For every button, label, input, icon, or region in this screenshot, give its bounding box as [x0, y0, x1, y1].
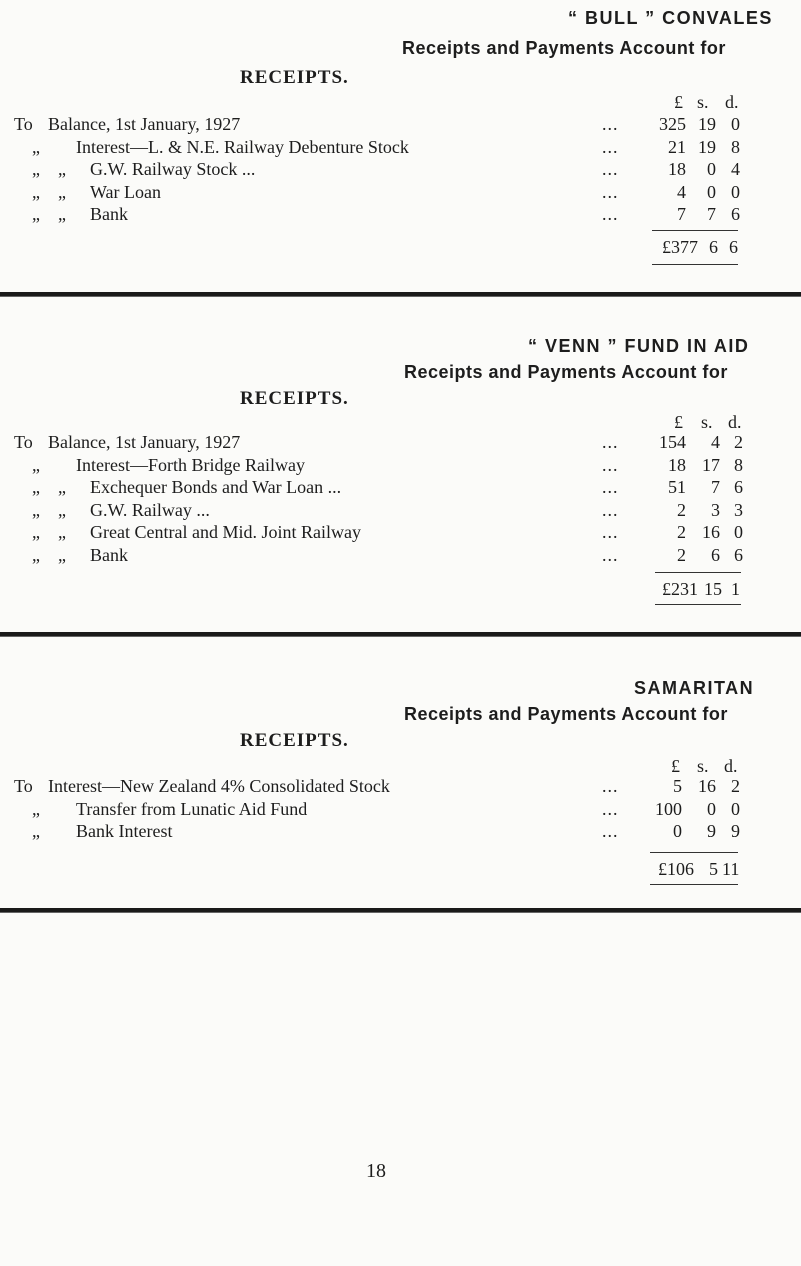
amount-pence: 6 [734, 544, 743, 565]
amount-shillings: 6 [711, 544, 720, 565]
row-description: Bank [90, 204, 128, 224]
table-row [0, 182, 801, 204]
section-divider [0, 292, 801, 297]
total-shillings: 15 [704, 579, 722, 599]
ditto-mark: „ [58, 159, 66, 179]
table-row [0, 545, 801, 567]
total-rule-bottom [652, 264, 738, 265]
section-divider [0, 632, 801, 637]
shillings-label: s. [697, 92, 709, 112]
amount-pence: 6 [731, 204, 740, 224]
fund-title: “ BULL ” CONVALES [568, 8, 773, 28]
dot-leader: ... [602, 432, 619, 452]
ditto-mark: „ [58, 477, 66, 497]
row-prefix: „ [32, 544, 40, 565]
amount-shillings: 19 [698, 114, 716, 134]
row-prefix: „ [32, 181, 40, 202]
total-rule-bottom [655, 604, 741, 605]
ditto-mark: „ [58, 181, 66, 202]
total-rule-top [655, 572, 741, 573]
table-row [0, 522, 801, 544]
amount-pence: 0 [731, 798, 740, 819]
dot-leader: ... [602, 136, 619, 157]
row-prefix: „ [32, 204, 40, 224]
dot-leader: ... [602, 454, 619, 475]
row-description: Interest—New Zealand 4% Consolidated Stock [48, 776, 390, 796]
table-row [0, 137, 801, 159]
receipts-heading: RECEIPTS. [240, 730, 349, 751]
total-pounds: £106 [658, 859, 694, 879]
row-description: War Loan [90, 181, 162, 202]
row-prefix: To [14, 776, 33, 796]
page-number: 18 [366, 1160, 386, 1182]
amount-pounds: 7 [677, 204, 686, 224]
amount-pounds: 18 [668, 454, 686, 475]
row-description: Great Central and Mid. Joint Railway [90, 522, 361, 542]
ditto-mark: „ [58, 522, 66, 542]
row-prefix: „ [32, 821, 40, 841]
row-description: Transfer from Lunatic Aid Fund [76, 798, 308, 819]
amount-pounds: 4 [677, 181, 686, 202]
amount-pence: 2 [734, 432, 743, 452]
amount-shillings: 3 [711, 499, 720, 520]
amount-pounds: 100 [655, 798, 682, 819]
amount-pence: 9 [731, 821, 740, 841]
total-shillings: 6 [709, 237, 718, 257]
amount-shillings: 19 [698, 136, 716, 157]
pence-label: d. [724, 756, 738, 776]
row-description: Interest—L. & N.E. Railway Debenture Stock [76, 136, 409, 157]
amount-pounds: 2 [677, 499, 686, 520]
dot-leader: ... [602, 821, 619, 841]
amount-pounds: 2 [677, 522, 686, 542]
amount-shillings: 4 [711, 432, 720, 452]
shillings-label: s. [697, 756, 709, 776]
row-description: G.W. Railway Stock ... [90, 159, 256, 179]
pounds-symbol: £ [674, 92, 683, 112]
amount-shillings: 0 [707, 181, 716, 202]
total-rule-bottom [650, 884, 738, 885]
dot-leader: ... [602, 776, 619, 796]
amount-pounds: 0 [673, 821, 682, 841]
amount-shillings: 7 [707, 204, 716, 224]
amount-pounds: 5 [673, 776, 682, 796]
amount-shillings: 9 [707, 821, 716, 841]
amount-pounds: 154 [659, 432, 686, 452]
row-description: Interest—Forth Bridge Railway [76, 454, 305, 475]
amount-shillings: 17 [702, 454, 720, 475]
row-description: Balance, 1st January, 1927 [48, 432, 241, 452]
amount-shillings: 0 [707, 159, 716, 179]
shillings-label: s. [701, 412, 713, 432]
receipts-heading: RECEIPTS. [240, 388, 349, 409]
table-row [0, 432, 801, 454]
ditto-mark: „ [58, 499, 66, 520]
dot-leader: ... [602, 798, 619, 819]
table-row [0, 799, 801, 821]
table-row [0, 776, 801, 798]
total-pence: 1 [731, 579, 740, 599]
amount-pence: 8 [731, 136, 740, 157]
dot-leader: ... [602, 204, 619, 224]
account-title: Receipts and Payments Account for [402, 38, 726, 58]
dot-leader: ... [602, 544, 619, 565]
amount-shillings: 0 [707, 798, 716, 819]
account-title: Receipts and Payments Account for [404, 362, 728, 382]
total-pence: 11 [722, 859, 740, 879]
fund-title: “ VENN ” FUND IN AID [528, 336, 750, 356]
dot-leader: ... [602, 499, 619, 520]
pounds-symbol: £ [671, 756, 680, 776]
amount-pence: 8 [734, 454, 743, 475]
row-description: G.W. Railway ... [90, 499, 210, 520]
amount-pounds: 325 [659, 114, 686, 134]
table-row [0, 500, 801, 522]
dot-leader: ... [602, 522, 619, 542]
total-rule-top [650, 852, 738, 853]
pounds-symbol: £ [674, 412, 683, 432]
dot-leader: ... [602, 114, 619, 134]
dot-leader: ... [602, 477, 619, 497]
dot-leader: ... [602, 159, 619, 179]
row-prefix: „ [32, 136, 40, 157]
receipts-heading: RECEIPTS. [240, 67, 349, 88]
table-row [0, 159, 801, 181]
total-pence: 6 [729, 237, 738, 257]
total-pounds: £231 [662, 579, 698, 599]
amount-pounds: 21 [668, 136, 686, 157]
table-row [0, 114, 801, 136]
row-prefix: To [14, 114, 33, 134]
row-description: Bank Interest [76, 821, 173, 841]
ditto-mark: „ [58, 544, 66, 565]
row-description: Balance, 1st January, 1927 [48, 114, 241, 134]
amount-pence: 6 [734, 477, 743, 497]
row-prefix: „ [32, 798, 40, 819]
amount-pence: 2 [731, 776, 740, 796]
ditto-mark: „ [58, 204, 66, 224]
row-description: Exchequer Bonds and War Loan ... [90, 477, 342, 497]
row-prefix: „ [32, 477, 40, 497]
amount-pence: 3 [734, 499, 743, 520]
table-row [0, 821, 801, 843]
row-description: Bank [90, 544, 128, 565]
table-row [0, 477, 801, 499]
amount-pence: 0 [731, 114, 740, 134]
amount-shillings: 7 [711, 477, 720, 497]
row-prefix: „ [32, 159, 40, 179]
total-pounds: £377 [662, 237, 698, 257]
account-title: Receipts and Payments Account for [404, 704, 728, 724]
row-prefix: „ [32, 454, 40, 475]
amount-pounds: 2 [677, 544, 686, 565]
pence-label: d. [725, 92, 739, 112]
amount-shillings: 16 [702, 522, 720, 542]
amount-pounds: 51 [668, 477, 686, 497]
amount-pence: 0 [731, 181, 740, 202]
amount-shillings: 16 [698, 776, 716, 796]
amount-pence: 4 [731, 159, 740, 179]
total-shillings: 5 [709, 859, 718, 879]
row-prefix: To [14, 432, 33, 452]
section-divider [0, 908, 801, 913]
total-rule-top [652, 230, 738, 231]
table-row [0, 204, 801, 226]
fund-title: SAMARITAN [634, 678, 755, 698]
amount-pence: 0 [734, 522, 743, 542]
pence-label: d. [728, 412, 742, 432]
amount-pounds: 18 [668, 159, 686, 179]
row-prefix: „ [32, 522, 40, 542]
row-prefix: „ [32, 499, 40, 520]
dot-leader: ... [602, 181, 619, 202]
table-row [0, 455, 801, 477]
